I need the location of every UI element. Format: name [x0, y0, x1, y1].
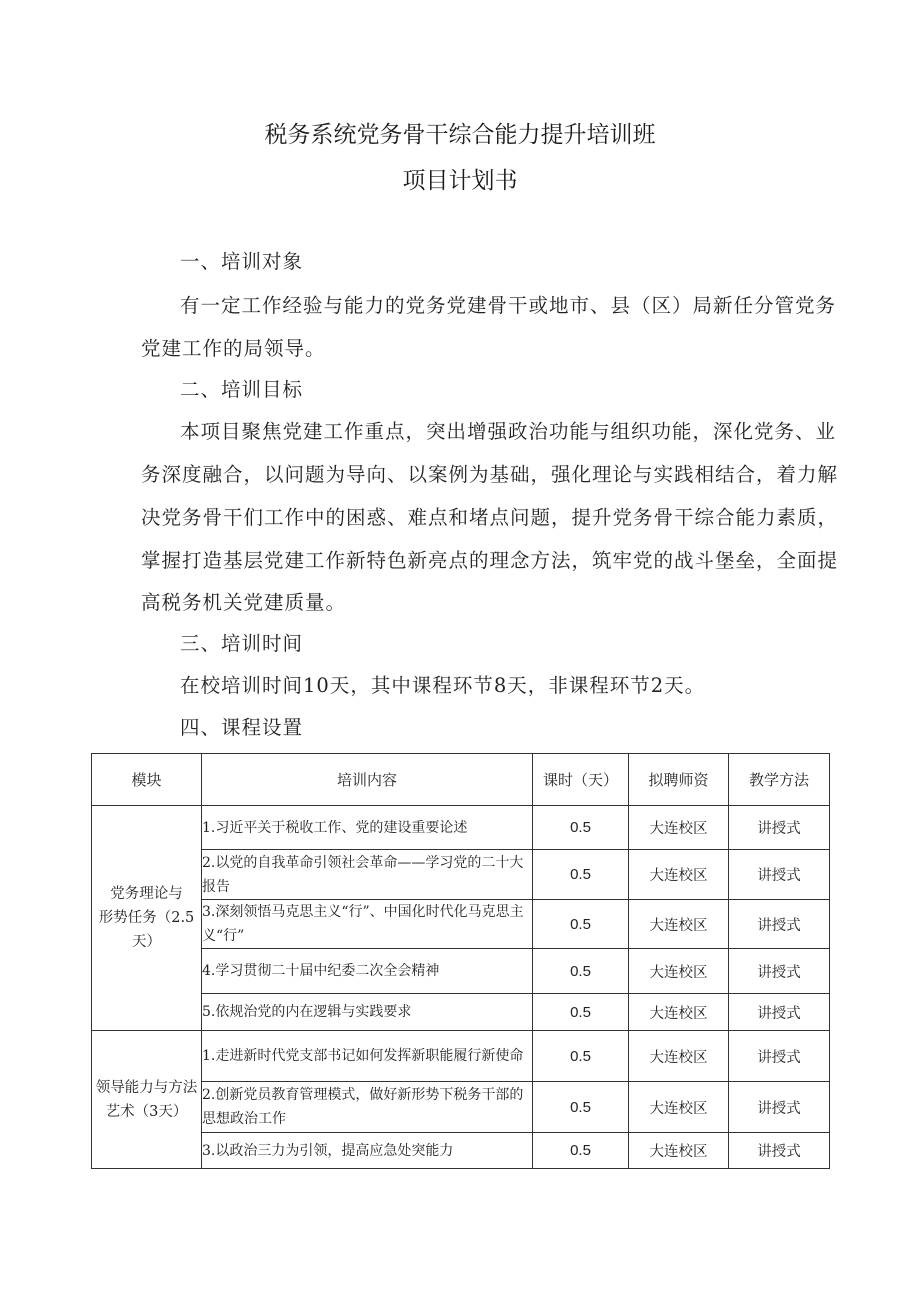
- header-module: 模块: [92, 754, 202, 806]
- document-title: 税务系统党务骨干综合能力提升培训班: [264, 122, 656, 148]
- section-heading-audience: 一、培训对象: [180, 250, 304, 273]
- hours-cell: 0.5: [533, 1082, 629, 1133]
- hours-cell: 0.5: [533, 994, 629, 1031]
- course-table: [91, 753, 830, 1169]
- method-cell: 讲授式: [729, 900, 830, 949]
- header-hours: 课时（天）: [533, 754, 629, 806]
- table-row: [92, 900, 830, 949]
- hours-cell: 0.5: [533, 1133, 629, 1169]
- table-row: [92, 1082, 830, 1133]
- table-row: [92, 1031, 830, 1082]
- time-paragraph-line: 在校培训时间10天，其中课程环节8天，非课程环节2天。: [180, 674, 706, 697]
- hours-cell: 0.5: [533, 806, 629, 850]
- document-subtitle: 项目计划书: [402, 168, 518, 194]
- teacher-cell: 大连校区: [629, 1133, 729, 1169]
- table-row: [92, 806, 830, 850]
- table-row: [92, 850, 830, 900]
- module-cell: 领导能力与方法 艺术（3天）: [92, 1031, 202, 1169]
- teacher-cell: 大连校区: [629, 994, 729, 1031]
- header-content: 培训内容: [202, 754, 533, 806]
- teacher-cell: 大连校区: [629, 1031, 729, 1082]
- section-heading-goals: 二、培训目标: [180, 378, 304, 401]
- module-cell: 党务理论与 形势任务（2.5 天）: [92, 806, 202, 1031]
- section-heading-courses: 四、课程设置: [180, 716, 304, 739]
- method-cell: 讲授式: [729, 1133, 830, 1169]
- table-header-row: [92, 754, 830, 806]
- content-cell: 3.深刻领悟马克思主义“行”、中国化时代化马克思主义“行”: [202, 900, 533, 949]
- content-cell: 1.走进新时代党支部书记如何发挥新职能履行新使命: [202, 1031, 533, 1082]
- teacher-cell: 大连校区: [629, 900, 729, 949]
- method-cell: 讲授式: [729, 1082, 830, 1133]
- header-method: 教学方法: [729, 754, 830, 806]
- method-cell: 讲授式: [729, 806, 830, 850]
- content-cell: 1.习近平关于税收工作、党的建设重要论述: [202, 806, 533, 850]
- method-cell: 讲授式: [729, 949, 830, 994]
- content-cell: 2.创新党员教育管理模式，做好新形势下税务干部的思想政治工作: [202, 1082, 533, 1133]
- table-row: [92, 994, 830, 1031]
- goals-paragraph-line: 决党务骨干们工作中的困惑、难点和堵点问题，提升党务骨干综合能力素质，: [141, 506, 839, 529]
- content-cell: 2.以党的自我革命引领社会革命——学习党的二十大报告: [202, 850, 533, 900]
- audience-paragraph-line: 党建工作的局领导。: [141, 337, 326, 360]
- audience-paragraph-line: 有一定工作经验与能力的党务党建骨干或地市、县（区）局新任分管党务: [180, 294, 837, 317]
- teacher-cell: 大连校区: [629, 949, 729, 994]
- goals-paragraph-line: 本项目聚焦党建工作重点，突出增强政治功能与组织功能，深化党务、业: [180, 420, 837, 443]
- goals-paragraph-line: 掌握打造基层党建工作新特色新亮点的理念方法，筑牢党的战斗堡垒，全面提: [141, 549, 839, 572]
- goals-paragraph-line: 高税务机关党建质量。: [141, 591, 347, 614]
- hours-cell: 0.5: [533, 1031, 629, 1082]
- teacher-cell: 大连校区: [629, 806, 729, 850]
- hours-cell: 0.5: [533, 900, 629, 949]
- teacher-cell: 大连校区: [629, 850, 729, 900]
- section-heading-time: 三、培训时间: [180, 632, 304, 655]
- method-cell: 讲授式: [729, 994, 830, 1031]
- header-teacher: 拟聘师资: [629, 754, 729, 806]
- table-row: [92, 949, 830, 994]
- method-cell: 讲授式: [729, 1031, 830, 1082]
- method-cell: 讲授式: [729, 850, 830, 900]
- content-cell: 3.以政治三力为引领，提高应急处突能力: [202, 1133, 533, 1169]
- hours-cell: 0.5: [533, 949, 629, 994]
- hours-cell: 0.5: [533, 850, 629, 900]
- content-cell: 4.学习贯彻二十届中纪委二次全会精神: [202, 949, 533, 994]
- goals-paragraph-line: 务深度融合，以问题为导向、以案例为基础，强化理论与实践相结合，着力解: [141, 463, 839, 486]
- content-cell: 5.依规治党的内在逻辑与实践要求: [202, 994, 533, 1031]
- table-row: [92, 1133, 830, 1169]
- teacher-cell: 大连校区: [629, 1082, 729, 1133]
